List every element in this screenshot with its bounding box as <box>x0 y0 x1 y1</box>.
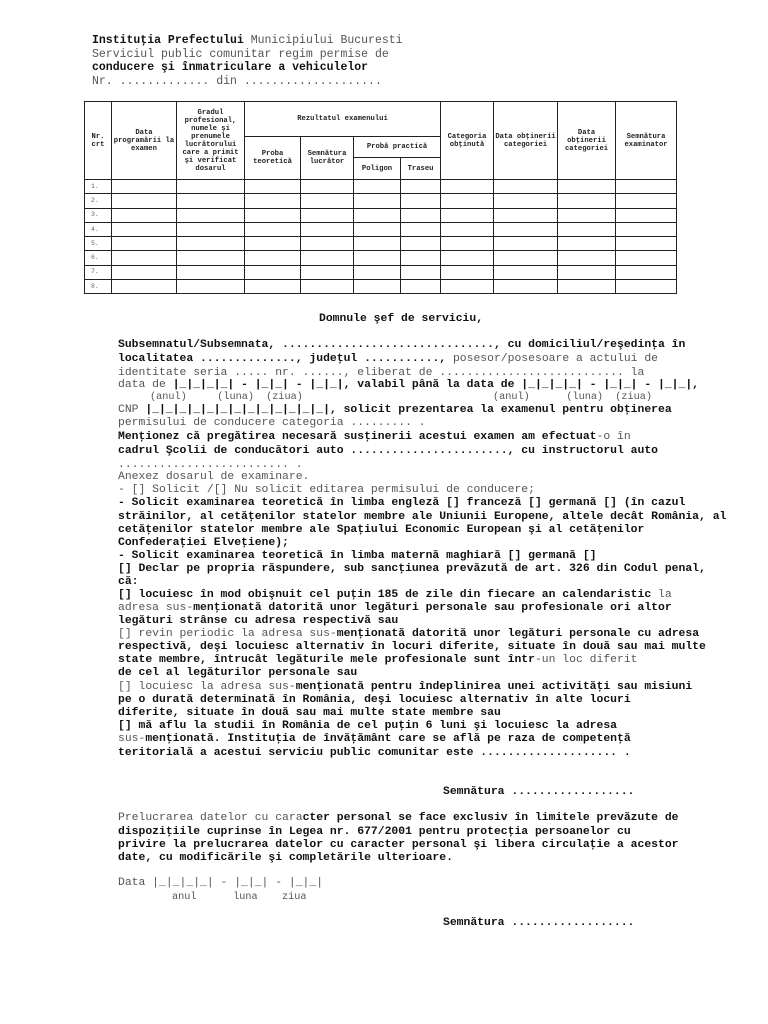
residence-option-2-line-3 <box>118 653 638 667</box>
residence-option-2-prefix: [] revin periodic la adresa sus- <box>118 628 337 640</box>
header-proba-practica: Probă practică <box>354 137 441 158</box>
locality-line <box>118 352 658 366</box>
date-field-sub-labels: anul luna ziua <box>172 892 307 903</box>
data-processing-prefix: Prelucrarea datelor cu cara <box>118 812 303 824</box>
data-processing-text: cter personal se face exclusiv în limitele prevăzute de <box>302 812 679 824</box>
foreign-language-line-4: Confederaţiei Elveţiene); <box>118 537 289 549</box>
foreign-language-line-3: cetăţenilor statelor membre ale Spaţiului Economic European şi al cetăţenilor <box>118 524 645 536</box>
header-semnatura-examinator: Semnătura examinator <box>616 102 677 180</box>
residence-option-2-text: menţionată datorită unor legături personale cu adresa <box>336 628 700 640</box>
residence-option-2-line-4: de cel al legăturilor personale sau <box>118 667 358 679</box>
validity-line <box>118 378 699 392</box>
residence-option-3-line-3: diferite, situate în două sau mai multe state membre sau <box>118 707 501 719</box>
id-document-line: identitate seria ..... nr. ......, eliberat de ........................... la <box>118 367 645 379</box>
declaration-ca: că: <box>118 576 139 588</box>
residence-option-4: [] mă aflu la studii în România de cel puţin 6 luni şi locuiesc la adresa <box>118 720 617 732</box>
row-number: 5. <box>85 237 112 251</box>
training-suffix: -o în <box>596 431 631 443</box>
professional-ties-suffix: -un loc diferit <box>534 654 638 666</box>
table-row <box>85 222 677 236</box>
table-row <box>85 265 677 279</box>
address-prefix: adresa sus- <box>118 602 194 614</box>
residence-option-3-prefix: [] locuiesc la adresa sus- <box>118 681 296 693</box>
cnp-label: CNP <box>118 404 146 416</box>
residence-option-4-text: menţionată. Instituţia de învăţământ care se află pe raza de competenţă <box>145 733 631 745</box>
instructor-dots-line: ......................... . <box>118 459 303 471</box>
header-semnatura-lucrator: Semnătura lucrător <box>301 137 354 180</box>
residence-option-1 <box>118 588 672 602</box>
row-number: 4. <box>85 222 112 236</box>
applicant-line: Subsemnatul/Subsemnata, ..............................., cu domiciliul/reşedinţa în <box>118 339 686 351</box>
data-processing-line-1 <box>118 811 679 825</box>
holder-text: posesor/posesoare a actului de <box>452 353 659 365</box>
mother-tongue-request: - Solicit examinarea teoretică în limba maternă maghiară [] germană [] <box>118 550 597 562</box>
header-proba-teoretica: Proba teoretică <box>245 137 301 180</box>
row-number: 8. <box>85 280 112 294</box>
declaration-line: [] Declar pe propria răspundere, sub sancţiunea prevăzută de art. 326 din Codul penal, <box>118 563 706 575</box>
header-traseu: Traseu <box>401 158 441 180</box>
driving-school-line: cadrul Şcolii de conducători auto ......................., cu instructorul auto <box>118 445 659 457</box>
header-poligon: Poligon <box>354 158 401 180</box>
cnp-request-text: |_|_|_|_|_|_|_|_|_|_|_|_|_|, solicit prezentarea la examenul pentru obţinerea <box>145 404 672 416</box>
institution-line <box>92 34 403 48</box>
table-row <box>85 194 677 208</box>
header-categoria-obtinuta: Categoria obţinută <box>441 102 494 180</box>
residence-option-3-line-2: pe o durată determinată în România, deşi locuiesc alternativ în alte locuri <box>118 694 631 706</box>
registration-number-line: Nr. ............. din .................... <box>92 74 382 88</box>
license-edit-option: - [] Solicit /[] Nu solicit editarea permisului de conducere; <box>118 484 535 496</box>
exam-register-table <box>84 101 677 294</box>
residence-option-4-line-2 <box>118 732 631 746</box>
date-field: Data |_|_|_|_| - |_|_| - |_|_| <box>118 877 324 889</box>
header-nr-crt: Nr. crt <box>85 102 112 180</box>
date-sub-labels-left: (anul) (luna) (ziua) <box>150 392 303 403</box>
residence-option-4-line-3: teritorială a acestui serviciu public comunitar este .................... . <box>118 747 631 759</box>
service-line-1: Serviciul public comunitar regim permise de <box>92 47 389 61</box>
signature-line-1: Semnătura .................. <box>443 786 635 798</box>
row-number: 7. <box>85 265 112 279</box>
table-row <box>85 280 677 294</box>
institution-city: Municipiului Bucuresti <box>243 34 403 47</box>
residence-option-2 <box>118 627 699 641</box>
data-processing-line-4: date, cu modificările şi completările ulterioare. <box>118 852 453 864</box>
table-row <box>85 251 677 265</box>
table-row <box>85 237 677 251</box>
table-row <box>85 180 677 194</box>
residence-option-1-line-2 <box>118 601 672 615</box>
table-row <box>85 208 677 222</box>
address-reason: menţionată datorită unor legături personale sau profesionale ori altor <box>193 602 672 614</box>
service-line-2: conducere şi înmatriculare a vehiculelor <box>92 61 369 74</box>
date-label: data de <box>118 379 173 391</box>
header-data-obtinerii-2: Data obţinerii categoriei <box>558 102 616 180</box>
row-number: 3. <box>85 208 112 222</box>
residence-option-3-text: menţionată pentru îndeplinirea unei activităţi sau misiuni <box>295 681 693 693</box>
salutation: Domnule şef de serviciu, <box>319 313 484 325</box>
institution-name: Instituţia Prefectului <box>92 34 244 47</box>
foreign-language-line-2: străinilor, al cetăţenilor statelor membre ale Uniunii Europene, altele decât România, al <box>118 511 727 523</box>
form-header <box>92 34 403 88</box>
professional-ties-text: state membre, întrucât legăturile mele profesionale sunt într <box>118 654 535 666</box>
training-text: Menţionez că pregătirea necesară susţinerii acestui examen am efectuat <box>118 431 597 443</box>
residence-option-4-prefix: sus- <box>118 733 146 745</box>
row-number: 6. <box>85 251 112 265</box>
locality-text: localitatea .............., judeţul ..........., <box>118 353 453 365</box>
signature-line-2: Semnătura .................. <box>443 917 635 929</box>
header-data-programarii: Data programării la examen <box>112 102 177 180</box>
data-processing-line-3: privire la prelucrarea datelor cu caracter personal şi libera circulaţie a acestor <box>118 839 679 851</box>
foreign-language-request: - Solicit examinarea teoretică în limba engleză [] franceză [] germană [] (în cazul <box>118 497 686 509</box>
annex-line: Anexez dosarul de examinare. <box>118 471 310 483</box>
residence-option-2-line-2: respectivă, deşi locuiesc alternativ în locuri diferite, situate în două sau mai multe <box>118 641 706 653</box>
residence-option-3 <box>118 680 692 694</box>
residence-option-1-text: [] locuiesc în mod obişnuit cel puţin 185 de zile din fiecare an calendaristic <box>118 589 652 601</box>
date-sub-labels-right: (anul) (luna) (ziua) <box>493 392 652 403</box>
header-rezultatul-examenului: Rezultatul examenului <box>245 102 441 137</box>
cnp-line <box>118 403 672 417</box>
data-processing-line-2: dispoziţiile cuprinse în Legea nr. 677/2001 pentru protecţia persoanelor cu <box>118 826 631 838</box>
row-number: 2. <box>85 194 112 208</box>
row-number: 1. <box>85 180 112 194</box>
residence-option-1-line-3: legături strânse cu adresa respectivă sau <box>118 615 399 627</box>
header-data-obtinerii-1: Data obţinerii categoriei <box>494 102 558 180</box>
validity-dates: |_|_|_|_| - |_|_| - |_|_|, valabil până la data de |_|_|_|_| - |_|_| - |_|_|, <box>172 379 700 391</box>
header-gradul-profesional: Gradul profesional, numele şi prenumele lucrătorului care a primit şi verificat dosarul <box>177 102 245 180</box>
residence-option-1-suffix: la <box>651 589 672 601</box>
category-line: permisului de conducere categoria ......... . <box>118 417 426 429</box>
training-line <box>118 430 631 444</box>
